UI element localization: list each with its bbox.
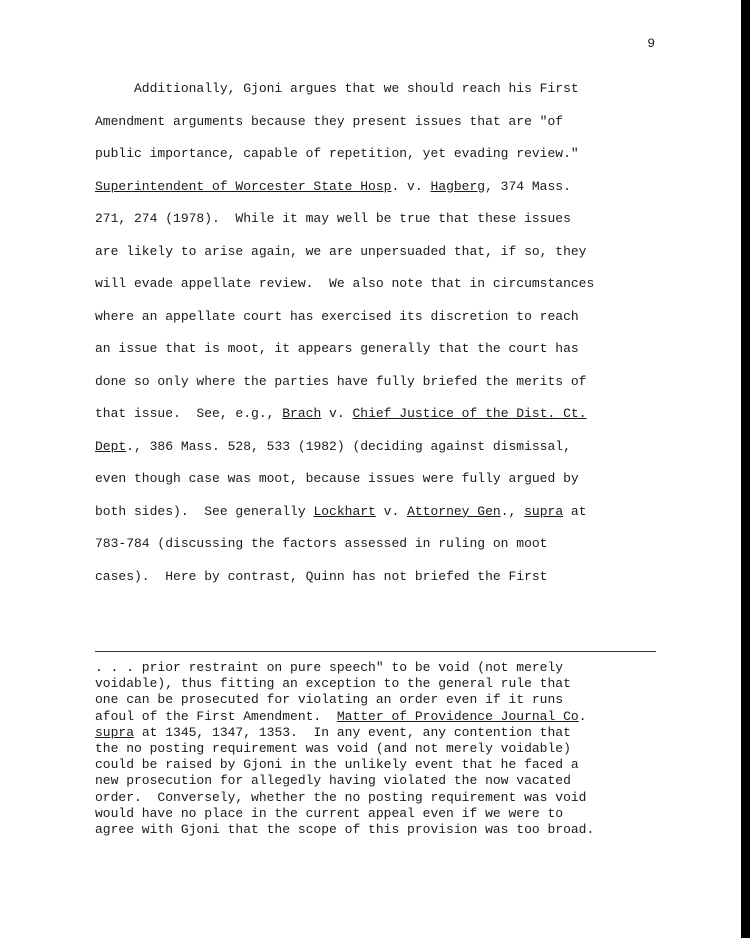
text-run: . . . prior restraint on pure speech" to be void (not merely (95, 660, 564, 675)
text-line (95, 496, 675, 529)
text-line (95, 236, 675, 269)
text-run: v. (375, 503, 408, 519)
body-paragraph (95, 73, 675, 593)
text-line (95, 463, 675, 496)
text-run: both sides). See generally (95, 503, 314, 519)
text-run: could be raised by Gjoni in the unlikely event that he faced a (95, 757, 579, 773)
text-run: ., (500, 503, 525, 519)
case-citation: Dept (95, 438, 127, 454)
footnote-line (95, 790, 675, 806)
text-line (95, 528, 675, 561)
text-run: new prosecution for allegedly having violated the now vacated (95, 773, 571, 789)
footnote-separator (95, 651, 656, 652)
text-line (95, 138, 675, 171)
text-line (95, 106, 675, 139)
footnote-line (95, 709, 675, 725)
text-run: at 1345, 1347, 1353. In any event, any contention that (134, 724, 571, 740)
text-run: 271, 274 (1978). While it may well be true that these issues (95, 211, 571, 226)
text-line (95, 366, 675, 399)
text-run: . (578, 708, 587, 724)
text-run: would have no place in the current appeal even if we were to (95, 805, 564, 821)
case-citation: Hagberg (430, 178, 486, 194)
case-citation: Attorney Gen (407, 503, 501, 519)
text-run: afoul of the First Amendment. (95, 708, 337, 724)
text-run: are likely to arise again, we are unpersuaded that, if so, they (95, 243, 587, 259)
text-run: will evade appellate review. We also note that in circumstances (95, 276, 595, 291)
footnote-line (95, 741, 675, 757)
page-number: 9 (647, 36, 655, 51)
footnote-line (95, 676, 675, 692)
footnote-line (95, 725, 675, 741)
text-run: an issue that is moot, it appears generally that the court has (95, 341, 579, 356)
text-line (95, 171, 675, 204)
text-run: order. Conversely, whether the no posting requirement was void (95, 789, 587, 805)
text-run: ., 386 Mass. 528, 533 (1982) (deciding against dismissal, (126, 438, 571, 454)
text-run: , 374 Mass. (485, 178, 571, 194)
text-line (95, 561, 675, 594)
text-line (95, 333, 675, 366)
text-line (95, 431, 675, 464)
case-citation: supra (95, 724, 135, 740)
text-run: agree with Gjoni that the scope of this provision was too broad. (95, 821, 595, 837)
footnote-line (95, 757, 675, 773)
text-run: at (563, 503, 587, 519)
text-run: done so only where the parties have fully briefed the merits of (95, 373, 587, 389)
text-run: . v. (391, 178, 431, 194)
footnote-line (95, 806, 675, 822)
footnote-line (95, 773, 675, 789)
text-run: the no posting requirement was void (and not merely voidable) (95, 740, 571, 756)
text-run: voidable), thus fitting an exception to the general rule that (95, 676, 571, 692)
text-line (95, 301, 675, 334)
text-run: that issue. See, e.g., (95, 406, 283, 421)
text-line (95, 203, 675, 236)
text-line (95, 398, 675, 431)
case-citation: Lockhart (313, 503, 376, 519)
footnote-line (95, 660, 675, 676)
text-run: Additionally, Gjoni argues that we should reach his First (95, 81, 579, 96)
text-run: cases). Here by contrast, Quinn has not briefed the First (95, 568, 548, 584)
text-line (95, 268, 675, 301)
text-run: one can be prosecuted for violating an order even if it runs (95, 692, 564, 708)
footnote-line (95, 822, 675, 838)
case-citation: Brach (282, 406, 322, 421)
text-run: v. (321, 406, 353, 421)
case-citation: supra (524, 503, 564, 519)
text-run: public importance, capable of repetition, yet evading review." (95, 146, 579, 161)
case-citation: Matter of Providence Journal Co (336, 708, 579, 724)
text-run: Amendment arguments because they present issues that are "of (95, 113, 564, 129)
text-line (95, 73, 675, 106)
footnote-line (95, 692, 675, 708)
text-run: even though case was moot, because issues were fully argued by (95, 471, 579, 486)
footnote (95, 660, 675, 838)
case-citation: Chief Justice of the Dist. Ct. (352, 406, 587, 421)
text-run: 783-784 (discussing the factors assessed in ruling on moot (95, 536, 548, 551)
case-citation: Superintendent of Worcester State Hosp (95, 178, 392, 194)
text-run: where an appellate court has exercised its discretion to reach (95, 308, 579, 324)
